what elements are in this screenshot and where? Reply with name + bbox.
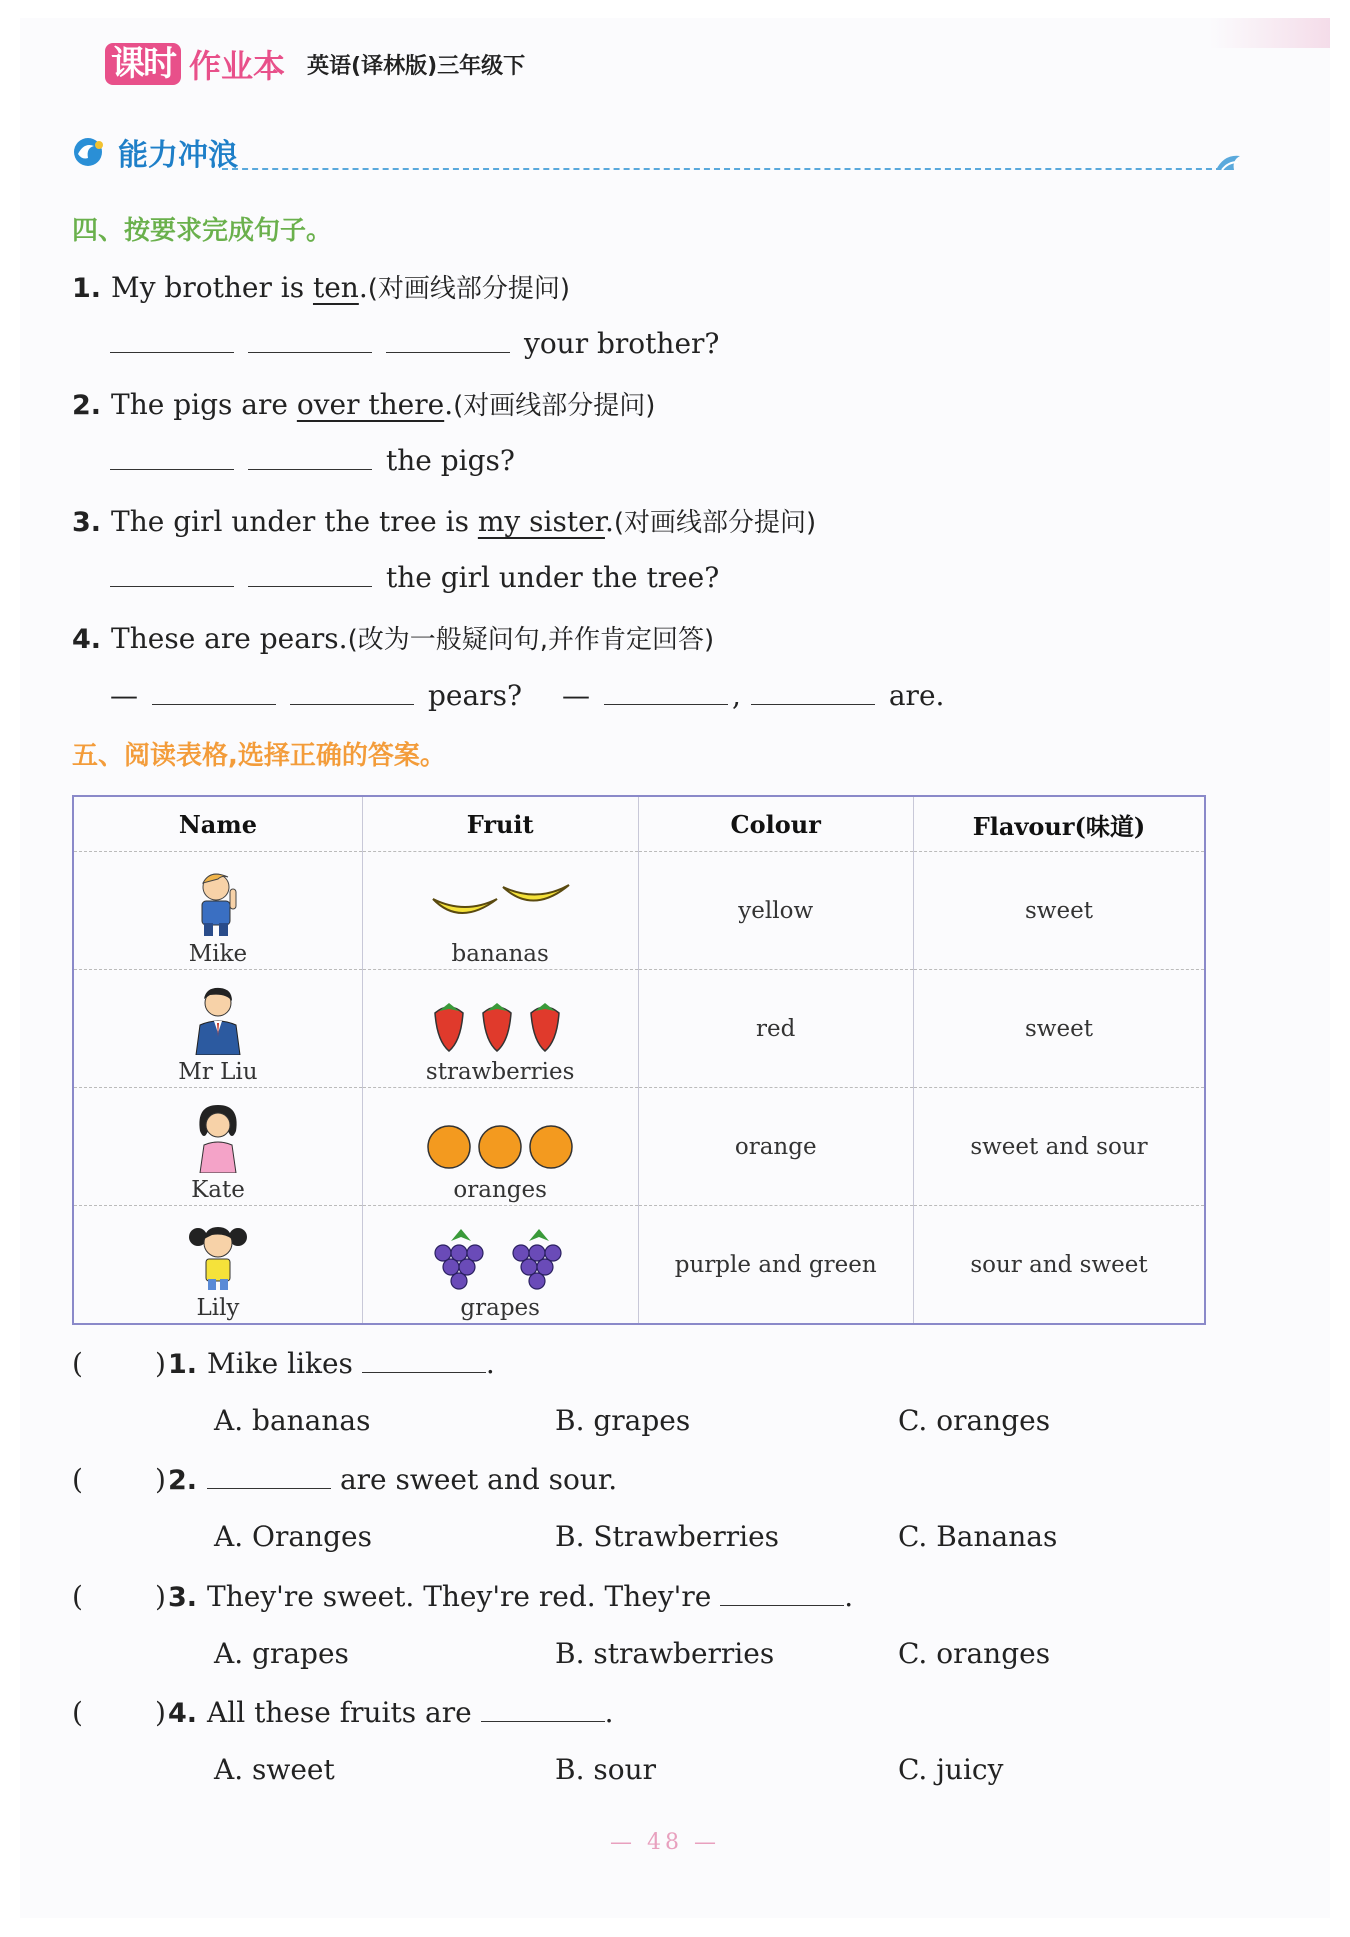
part4-answer-1 [110, 326, 719, 360]
question-text: My brother is [111, 271, 313, 304]
person-name: Mike [188, 940, 248, 967]
answer-blank[interactable] [720, 1579, 844, 1606]
page-header [105, 42, 525, 86]
question-punct: . [604, 1696, 614, 1729]
option-b[interactable]: B. Strawberries [555, 1520, 780, 1553]
girl-lily-picture [186, 1221, 250, 1291]
oranges-picture [425, 1117, 575, 1173]
answer-blank[interactable] [604, 678, 728, 705]
question-number: 4. [168, 1698, 198, 1729]
flavour-cell: sweet [913, 970, 1205, 1088]
answer-tail: the pigs? [386, 444, 515, 477]
option-a[interactable]: A. bananas [214, 1404, 371, 1437]
underlined-text: over there [296, 388, 445, 421]
colour-cell: yellow [638, 852, 913, 970]
instruction-note: (对画线部分提问) [453, 391, 656, 421]
option-b[interactable]: B. grapes [555, 1404, 691, 1437]
header-decoration [1210, 18, 1330, 48]
part4-question-2 [72, 385, 655, 422]
strawberries-picture [425, 995, 575, 1055]
part4-answer-2 [110, 443, 515, 477]
logo-main: 课时 [105, 43, 181, 85]
colour-cell: purple and green [638, 1206, 913, 1325]
underlined-text: ten [312, 271, 359, 304]
boy-mike-picture [188, 867, 248, 937]
question-text: are sweet and sour. [331, 1463, 618, 1496]
answer-blank[interactable] [248, 560, 372, 587]
part4-heading: 四、按要求完成句子。 [72, 216, 333, 246]
question-text: The pigs are [111, 388, 297, 421]
logo-sub: 作业本 [189, 47, 286, 85]
dialog-dash: — [110, 679, 138, 712]
answer-blank[interactable] [110, 443, 234, 470]
mc-question-2 [72, 1462, 617, 1496]
option-b[interactable]: B. sour [555, 1753, 657, 1786]
option-c[interactable]: C. Bananas [898, 1520, 1058, 1553]
question-number: 1. [168, 1349, 198, 1380]
comma: , [731, 679, 741, 712]
question-text: These are pears. [111, 622, 348, 655]
name-cell [73, 852, 362, 970]
question-text: Mike likes [207, 1347, 362, 1380]
answer-tail: the girl under the tree? [386, 561, 720, 594]
answer-paren[interactable]: ( ) [72, 1580, 166, 1613]
fruit-cell [362, 1088, 638, 1206]
fruit-table [72, 795, 1206, 1325]
answer-blank[interactable] [386, 326, 510, 353]
wave-icon [72, 136, 108, 168]
section-title: 能力冲浪 [118, 138, 238, 173]
flavour-cell: sweet and sour [913, 1088, 1205, 1206]
answer-blank[interactable] [290, 678, 414, 705]
part4-answer-3 [110, 560, 719, 594]
option-c[interactable]: C. juicy [898, 1753, 1004, 1786]
instruction-note: (对画线部分提问) [613, 508, 817, 538]
answer-tail: your brother? [524, 327, 720, 360]
name-cell [73, 970, 362, 1088]
mc-question-1 [72, 1346, 495, 1380]
question-number: 3. [72, 507, 102, 538]
column-header: Colour [638, 796, 913, 852]
question-number: 1. [72, 273, 102, 304]
fruit-name: strawberries [425, 1058, 575, 1085]
table-row [73, 1206, 1205, 1325]
fruit-name: bananas [451, 940, 549, 967]
question-punct: . [844, 1580, 854, 1613]
option-c[interactable]: C. oranges [898, 1637, 1051, 1670]
table-header-row [73, 796, 1205, 852]
mc-question-3 [72, 1579, 853, 1613]
girl-kate-picture [188, 1101, 248, 1173]
fruit-name: oranges [453, 1176, 547, 1203]
question-text: All these fruits are [207, 1696, 481, 1729]
question-number: 2. [168, 1465, 198, 1496]
person-name: Lily [196, 1294, 240, 1321]
page-number: — 48 — [610, 1830, 720, 1855]
answer-tail: are. [888, 679, 945, 712]
option-a[interactable]: A. grapes [214, 1637, 349, 1670]
question-number: 2. [72, 390, 102, 421]
fruit-cell [362, 1206, 638, 1325]
table-row [73, 970, 1205, 1088]
book-logo [105, 41, 285, 87]
man-mr-liu-picture [186, 983, 250, 1055]
question-number: 3. [168, 1582, 198, 1613]
table-row [73, 1088, 1205, 1206]
part4-question-3 [72, 502, 816, 539]
name-cell [73, 1088, 362, 1206]
person-name: Mr Liu [178, 1058, 258, 1085]
section-bar [72, 130, 1242, 176]
answer-blank[interactable] [152, 678, 276, 705]
colour-cell: orange [638, 1088, 913, 1206]
question-punct: . [358, 271, 368, 304]
column-header: Flavour(味道) [913, 796, 1205, 852]
instruction-note: (对画线部分提问) [367, 274, 571, 304]
instruction-note: (改为一般疑问句,并作肯定回答) [347, 625, 715, 655]
option-b[interactable]: B. strawberries [555, 1637, 775, 1670]
answer-paren[interactable]: ( ) [72, 1347, 166, 1380]
grapes-picture [425, 1225, 575, 1291]
answer-blank[interactable] [751, 678, 875, 705]
column-header: Fruit [362, 796, 638, 852]
part4-question-1 [72, 268, 570, 305]
answer-paren[interactable]: ( ) [72, 1696, 166, 1729]
answer-blank[interactable] [248, 443, 372, 470]
question-number: 4. [72, 624, 102, 655]
fruit-cell [362, 852, 638, 970]
dialog-dash: — [561, 679, 590, 712]
question-punct: . [485, 1347, 495, 1380]
person-name: Kate [191, 1176, 245, 1203]
bananas-picture [425, 877, 575, 937]
option-a[interactable]: A. Oranges [214, 1520, 372, 1553]
page-number-value: 48 [647, 1830, 683, 1855]
part4-answer-4 [110, 678, 944, 712]
answer-blank[interactable] [481, 1695, 605, 1722]
question-punct: . [444, 388, 454, 421]
mc-question-4 [72, 1695, 614, 1729]
answer-blank[interactable] [362, 1346, 486, 1373]
surf-wave-icon [1214, 150, 1244, 172]
answer-blank[interactable] [110, 560, 234, 587]
subject-label: 英语(译林版)三年级下 [307, 53, 526, 79]
part4-question-4 [72, 619, 714, 656]
question-text: The girl under the tree is [111, 505, 478, 538]
question-text: They're sweet. They're red. They're [207, 1580, 721, 1613]
answer-blank[interactable] [207, 1462, 331, 1489]
column-header: Name [73, 796, 362, 852]
fruit-name: grapes [460, 1294, 540, 1321]
part5-heading: 五、阅读表格,选择正确的答案。 [72, 741, 446, 771]
answer-blank[interactable] [110, 326, 234, 353]
answer-tail: pears? [428, 679, 522, 712]
underlined-text: my sister [477, 505, 605, 538]
answer-blank[interactable] [248, 326, 372, 353]
table-row [73, 852, 1205, 970]
colour-cell: red [638, 970, 913, 1088]
answer-paren[interactable]: ( ) [72, 1463, 166, 1496]
name-cell [73, 1206, 362, 1325]
section-divider [222, 168, 1222, 170]
option-a[interactable]: A. sweet [214, 1753, 335, 1786]
fruit-cell [362, 970, 638, 1088]
question-punct: . [604, 505, 614, 538]
option-c[interactable]: C. oranges [898, 1404, 1051, 1437]
flavour-cell: sour and sweet [913, 1206, 1205, 1325]
flavour-cell: sweet [913, 852, 1205, 970]
